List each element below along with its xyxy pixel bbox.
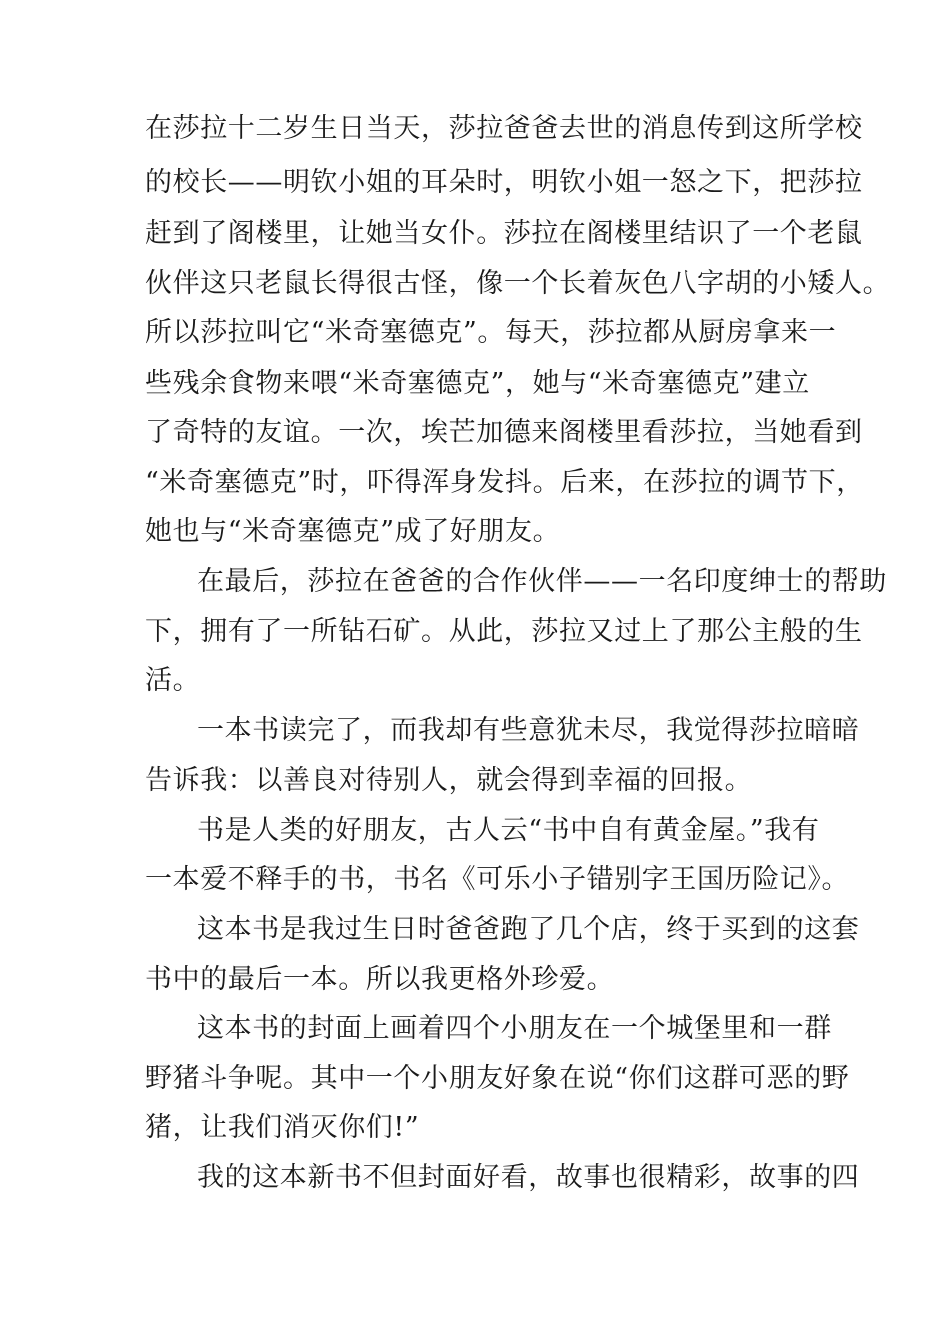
text-line: 一本爱不释手的书，书名《可乐小子错别字王国历险记》。 <box>145 864 850 895</box>
text-line: 所以莎拉叫它“米奇塞德克”。每天，莎拉都从厨房拿来一 <box>145 317 837 348</box>
text-line: 书中的最后一本。所以我更格外珍爱。 <box>145 964 615 995</box>
text-line: 赶到了阁楼里，让她当女仆。莎拉在阁楼里结识了一个老鼠 <box>145 218 863 249</box>
text-line: 野猪斗争呢。其中一个小朋友好象在说“你们这群可恶的野 <box>145 1063 850 1094</box>
paragraph-first-line: 这本书是我过生日时爸爸跑了几个店，终于买到的这套 <box>197 914 860 945</box>
text-line: 伙伴这只老鼠长得很古怪，像一个长着灰色八字胡的小矮人。 <box>145 268 891 299</box>
text-line: 了奇特的友谊。一次，埃芒加德来阁楼里看莎拉，当她看到 <box>145 417 863 448</box>
paragraph-first-line: 我的这本新书不但封面好看，故事也很精彩，故事的四 <box>197 1162 860 1193</box>
text-line: “米奇塞德克”时，吓得浑身发抖。后来，在莎拉的调节下， <box>145 467 864 498</box>
text-line: 告诉我：以善良对待别人，就会得到幸福的回报。 <box>145 765 753 796</box>
paragraph-first-line: 一本书读完了，而我却有些意犹未尽，我觉得莎拉暗暗 <box>197 715 860 746</box>
text-line: 的校长——明钦小姐的耳朵时，明钦小姐一怒之下，把莎拉 <box>145 167 863 198</box>
text-line: 些残余食物来喂“米奇塞德克”，她与“米奇塞德克”建立 <box>145 368 810 399</box>
text-line: 在莎拉十二岁生日当天，莎拉爸爸去世的消息传到这所学校 <box>145 113 863 144</box>
text-line: 她也与“米奇塞德克”成了好朋友。 <box>145 516 561 547</box>
paragraph-first-line: 这本书的封面上画着四个小朋友在一个城堡里和一群 <box>197 1013 832 1044</box>
paragraph-first-line: 书是人类的好朋友，古人云“书中自有黄金屋。”我有 <box>197 815 820 846</box>
text-line: 下，拥有了一所钻石矿。从此，莎拉又过上了那公主般的生 <box>145 616 863 647</box>
paragraph-first-line: 在最后，莎拉在爸爸的合作伙伴——一名印度绅士的帮助 <box>197 566 887 597</box>
text-line: 猪，让我们消灭你们!” <box>145 1112 420 1143</box>
text-line: 活。 <box>145 665 201 696</box>
